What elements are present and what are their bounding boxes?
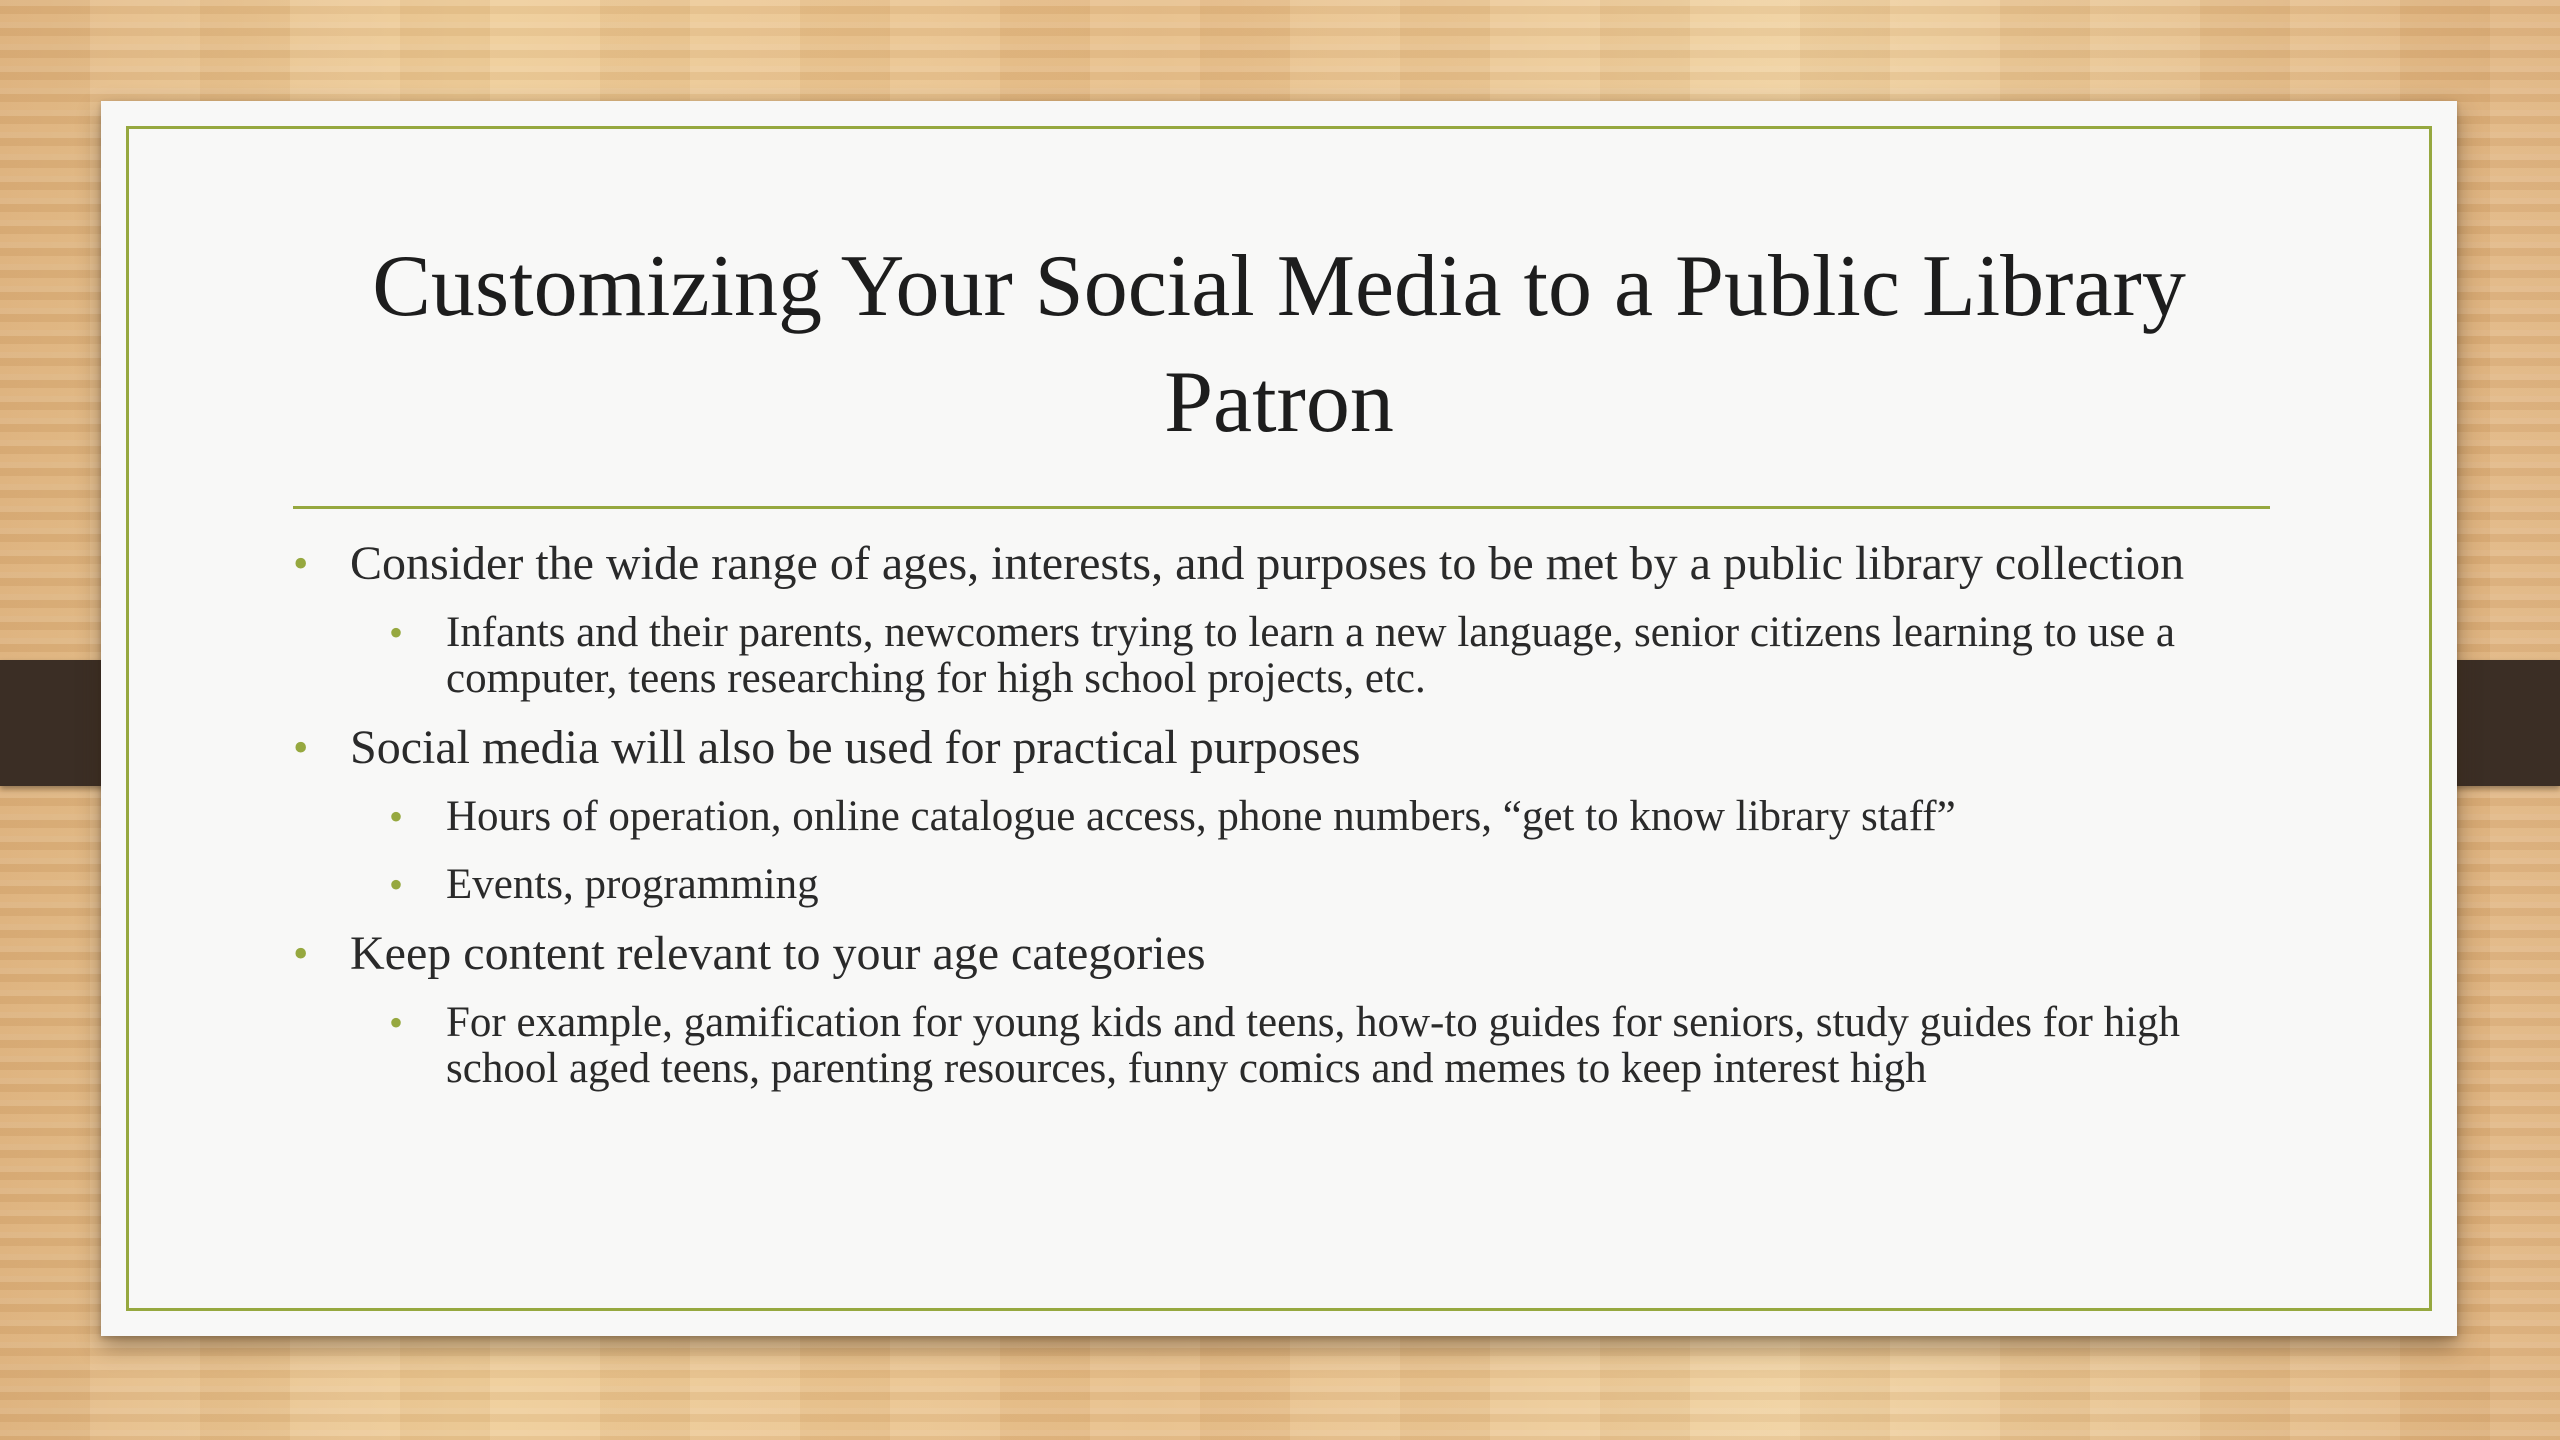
bullet-icon: • <box>293 723 309 772</box>
bullet-text: Consider the wide range of ages, interests, and purposes to be met by a public library collection <box>350 537 2185 590</box>
sub-bullet-icon: • <box>389 610 404 655</box>
sub-bullet-text: Events, programming <box>446 861 819 908</box>
bullet-icon: • <box>293 539 309 588</box>
bullet-icon: • <box>293 929 309 978</box>
slide-title: Customizing Your Social Media to a Public Library Patron <box>372 238 2186 451</box>
sub-bullet-text: For example, gamification for young kids and teens, how-to guides for seniors, study guides for high school aged teens, parenting resources, funny comics and memes to keep interest high <box>446 999 2181 1092</box>
bullet-list <box>293 538 2273 1092</box>
bullet-item <box>293 928 2273 980</box>
bullet-item <box>293 538 2273 590</box>
sub-bullet-icon: • <box>389 794 404 839</box>
slide <box>101 101 2457 1336</box>
bullet-item <box>293 722 2273 774</box>
sub-bullet-text: Hours of operation, online catalogue access, phone numbers, “get to know library staff” <box>446 793 1956 840</box>
bullet-text: Keep content relevant to your age categories <box>350 927 1206 980</box>
sub-bullet-icon: • <box>389 1000 404 1045</box>
title-divider <box>293 506 2270 509</box>
sub-bullet-text: Infants and their parents, newcomers trying to learn a new language, senior citizens learning to use a computer, teens researching for high school projects, etc. <box>446 609 2175 702</box>
sub-bullet-icon: • <box>389 862 404 907</box>
sub-bullet-item <box>293 1000 2273 1092</box>
sub-bullet-item <box>293 610 2273 702</box>
sub-bullet-item <box>293 794 2273 840</box>
bullet-text: Social media will also be used for practical purposes <box>350 721 1361 774</box>
sub-bullet-item <box>293 862 2273 908</box>
